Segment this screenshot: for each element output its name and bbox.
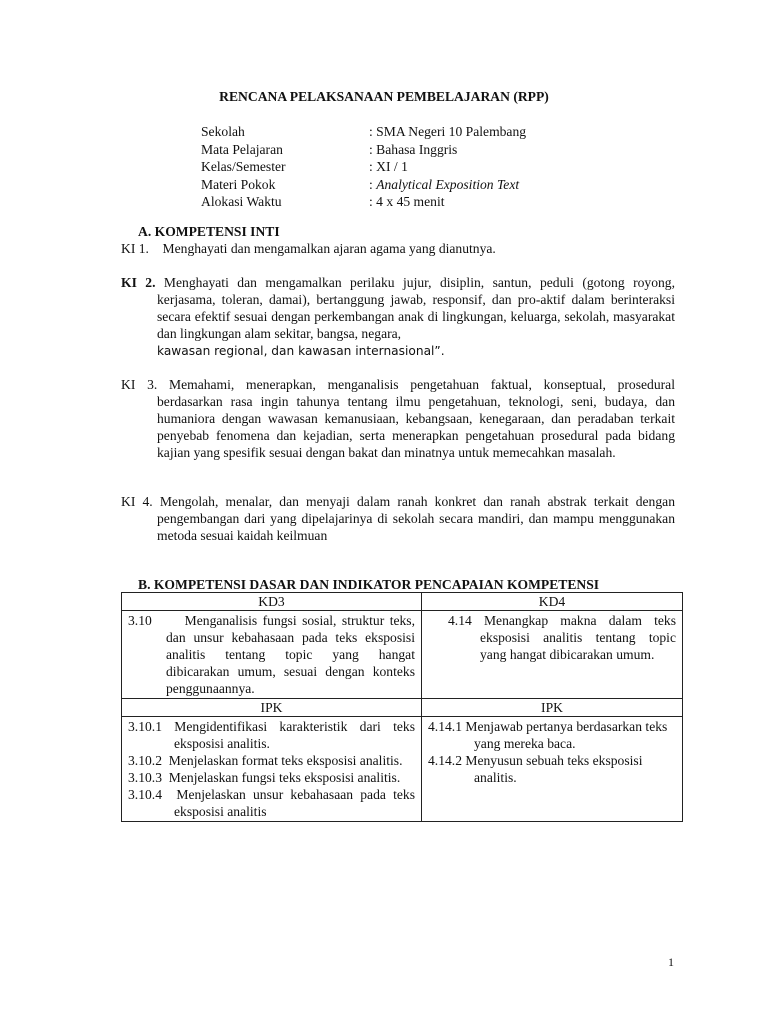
ipk4-cell (422, 717, 683, 822)
info-label: Alokasi Waktu (201, 194, 282, 209)
ki3-text: KI 3. Memahami, menerapkan, menganalisis pengetahuan faktual, konseptual, prosedural berdasarkan rasa ingin tahunya tentang ilmu pengetahuan, teknologi, seni, budaya, dan humaniora dengan wawasan kemanusiaan, kebangsaan, kenegaraan, dan peradaban terkait penyebab fenomena dan kejadian, serta menerapkan pengetahuan prosedural pada bidang kajian yang spesifik sesuai dengan bakat dan minatnya untuk memecahkan masalah. (121, 377, 675, 460)
table-row (122, 593, 683, 611)
ipk-item: 4.14.2 Menyusun sebuah teks eksposisi analitis. (428, 753, 643, 785)
ipk-header-left: IPK (122, 699, 422, 717)
ipk-item: 3.10.3 Menjelaskan fungsi teks eksposisi analitis. (128, 770, 401, 785)
ipk-item: 4.14.1 Menjawab pertanya berdasarkan teks yang mereka baca. (428, 719, 668, 751)
info-value: : 4 x 45 menit (369, 194, 445, 209)
info-value: : Bahasa Inggris (369, 141, 458, 157)
ki2-block (121, 274, 675, 360)
page-title: RENCANA PELAKSANAAN PEMBELAJARAN (RPP) (219, 89, 549, 104)
info-label: Kelas/Semester (201, 159, 286, 174)
ki2-label: KI 2. (121, 275, 156, 290)
info-value: : XI / 1 (369, 159, 408, 174)
table-row (122, 611, 683, 699)
kd3-text: 3.10 Menganalisis fungsi sosial, struktur teks, dan unsur kebahasaan pada teks eksposisi analitis tentang topic yang hangat dibicarakan umum, sesuai dengan konteks penggunaannya. (128, 613, 419, 696)
ki2-tail: kawasan regional, dan kawasan internasional”. (157, 344, 445, 358)
info-row-subject (201, 141, 621, 159)
ki1-text: KI 1. Menghayati dan mengamalkan ajaran agama yang dianutnya. (121, 241, 496, 256)
kd3-cell (122, 611, 422, 699)
ki4-block (121, 493, 675, 544)
info-label: Mata Pelajaran (201, 141, 283, 157)
ipk3-cell (122, 717, 422, 822)
ki4-text: KI 4. Mengolah, menalar, dan menyaji dalam ranah konkret dan ranah abstrak terkait dengan pengembangan dari yang dipelajarinya di sekolah secara mandiri, dan mampu menggunakan metoda sesuai kaidah keilmuan (121, 494, 675, 543)
info-label: Sekolah (201, 124, 245, 139)
ipk-header-right: IPK (422, 699, 683, 717)
ipk-item: 3.10.1 Mengidentifikasi karakteristik dari teks eksposisi analitis. (128, 719, 419, 751)
info-row-time (201, 193, 621, 211)
info-row-school (201, 123, 621, 141)
kd4-cell (422, 611, 683, 699)
info-value: : SMA Negeri 10 Palembang (369, 124, 527, 139)
table-row (122, 717, 683, 822)
kd4-header: KD4 (422, 593, 683, 611)
kd3-header: KD3 (122, 593, 422, 611)
kd4-text: 4.14 Menangkap makna dalam teks eksposisi analitis tentang topic yang hangat dibicarakan umum. (448, 613, 676, 662)
ki2-text: Menghayati dan mengamalkan perilaku jujur, disiplin, santun, peduli (gotong royong, kerjasama, toleran, damai), bertanggung jawab, responsif, dan pro-aktif dalam berinteraksi secara efektif sesuai dengan perkembangan anak di lingkungan, keluarga, sekolah, masyarakat dan lingkungan alam sekitar, bangsa, negara, (155, 275, 675, 341)
ki3-block (121, 376, 675, 461)
ipk-item: 3.10.2 Menjelaskan format teks eksposisi analitis. (128, 753, 403, 768)
competency-table (121, 592, 683, 822)
info-value: : Analytical Exposition Text (369, 176, 520, 192)
info-row-class (201, 158, 621, 176)
school-info (201, 123, 621, 211)
info-row-topic (201, 176, 621, 194)
info-label: Materi Pokok (201, 176, 276, 192)
section-a-heading: A. KOMPETENSI INTI (138, 224, 280, 239)
section-b-heading: B. KOMPETENSI DASAR DAN INDIKATOR PENCAPAIAN KOMPETENSI (138, 577, 600, 592)
ipk-item: 3.10.4 Menjelaskan unsur kebahasaan pada teks eksposisi analitis (128, 787, 419, 819)
page-number: 1 (668, 955, 674, 969)
table-row (122, 699, 683, 717)
